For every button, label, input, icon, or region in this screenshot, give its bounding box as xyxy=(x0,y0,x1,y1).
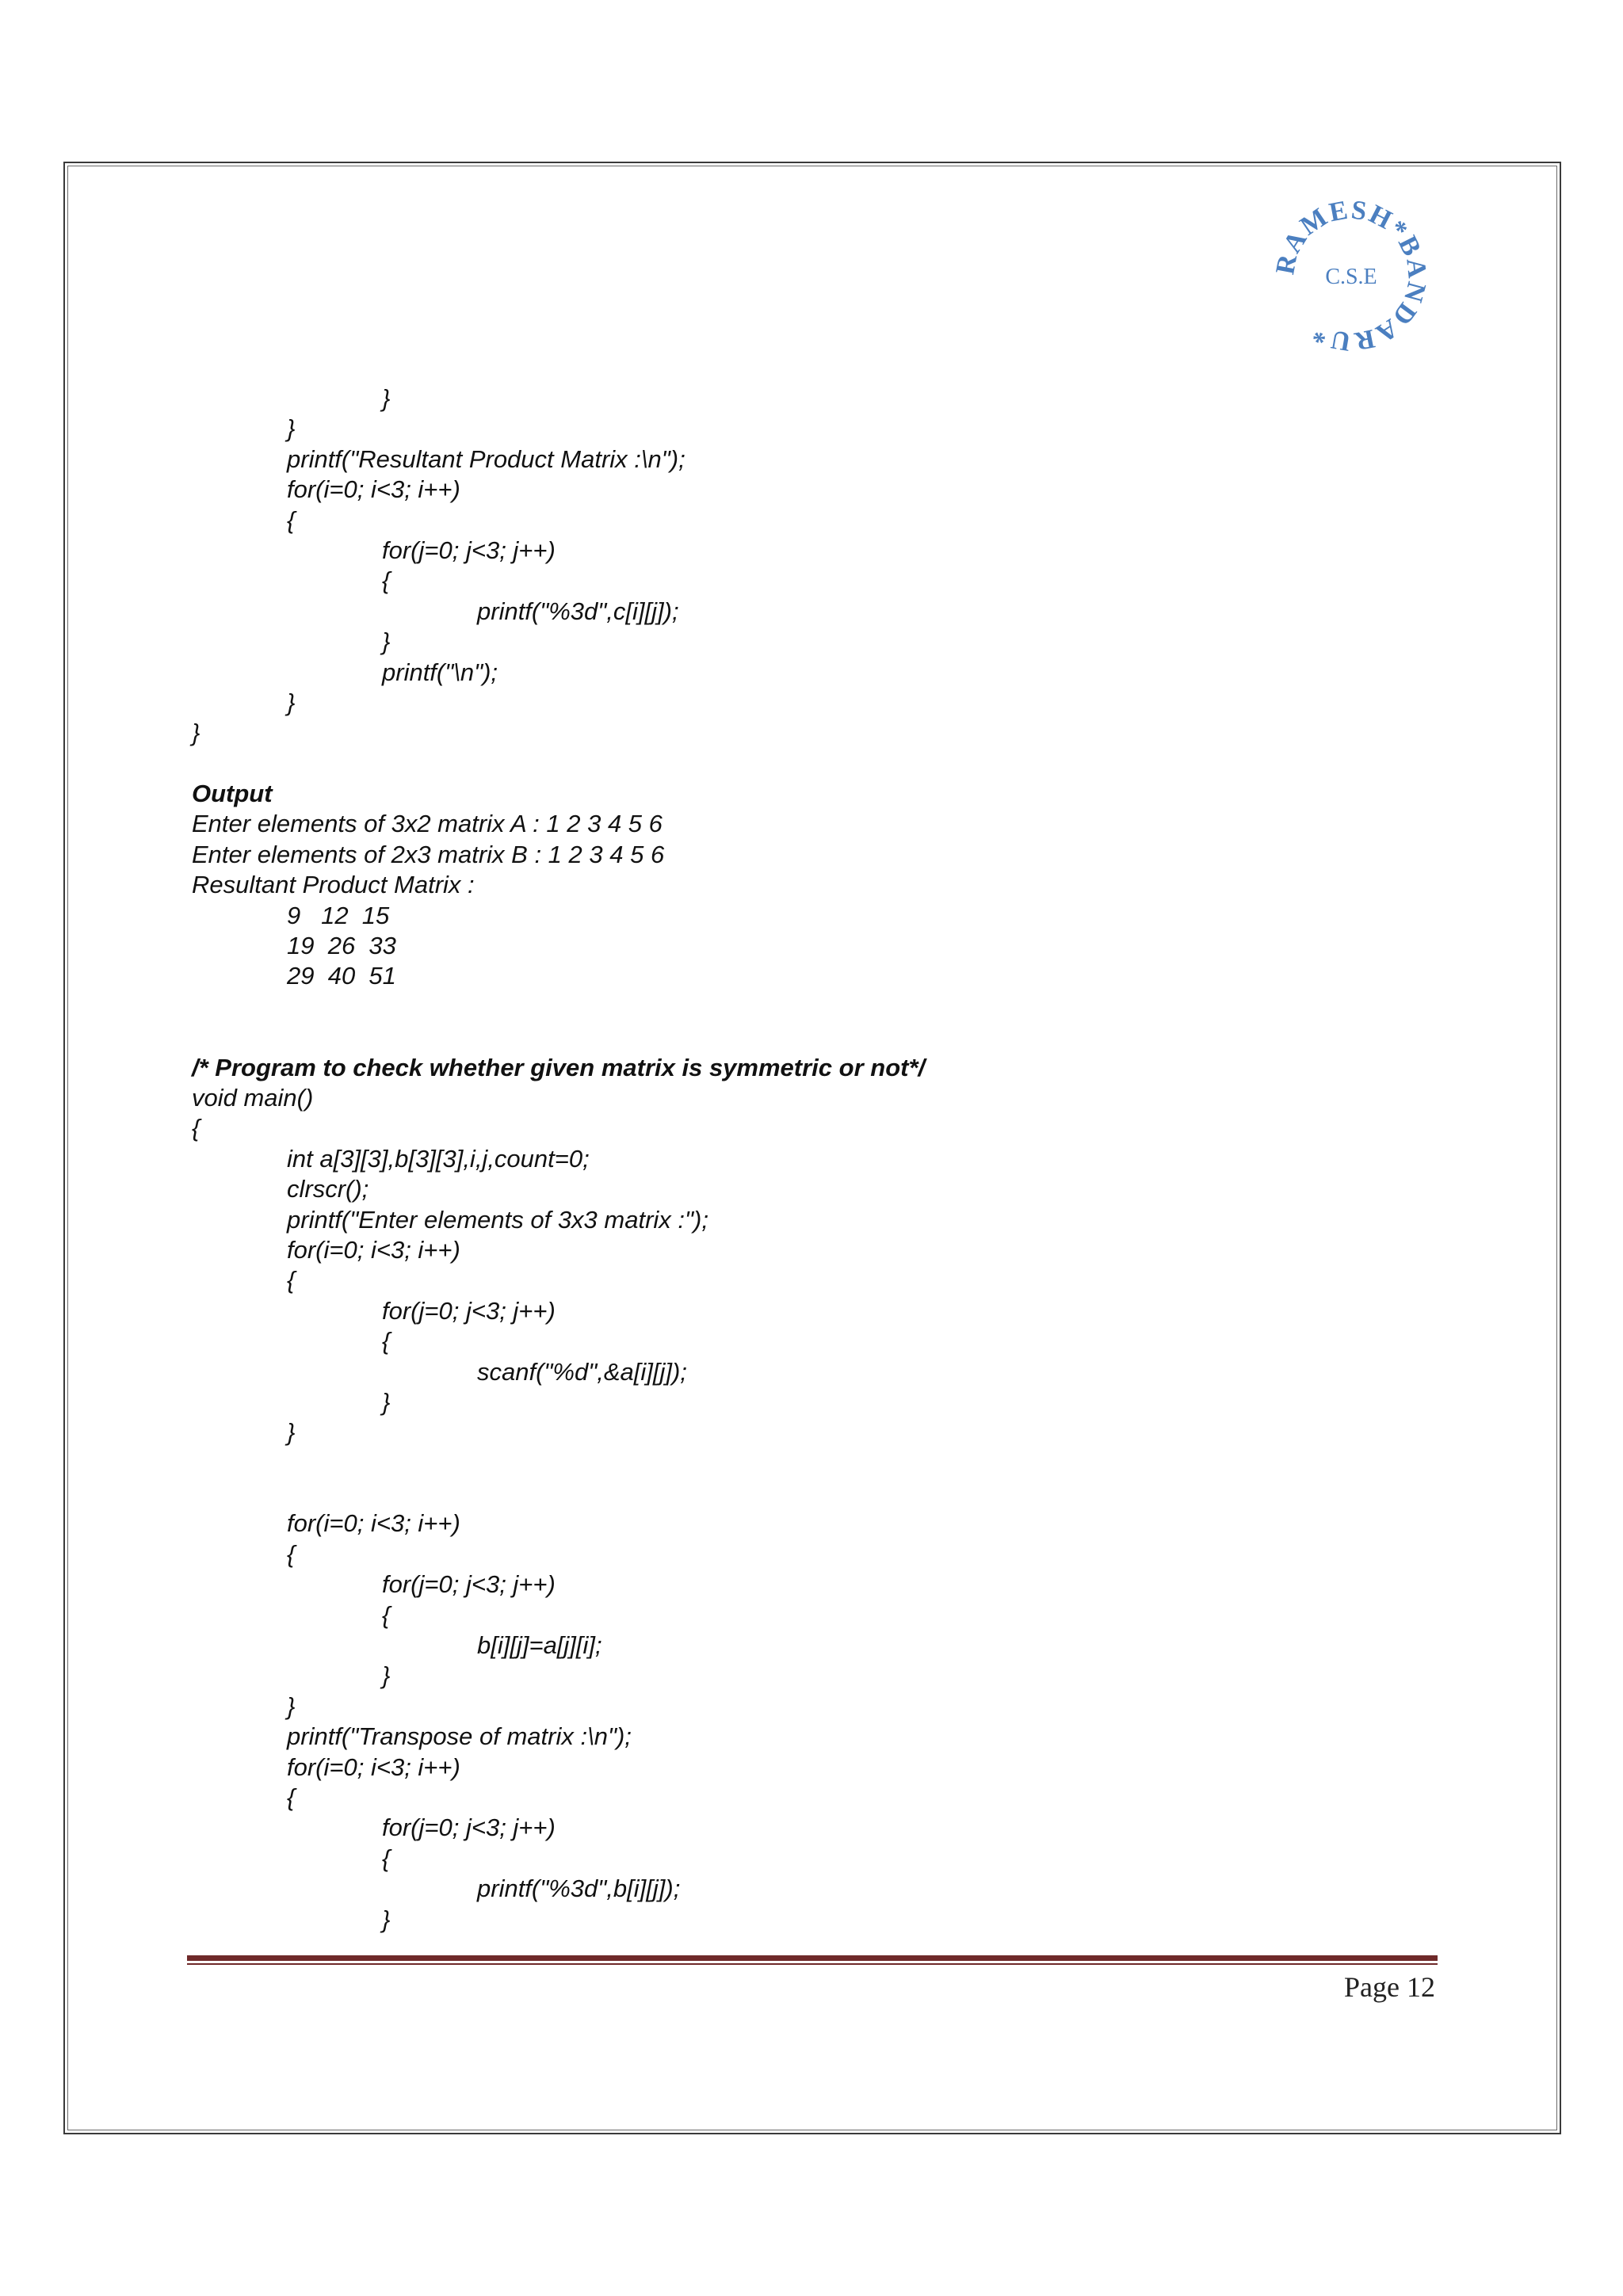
code-line: } xyxy=(382,1661,391,1690)
code-line: } xyxy=(382,1387,391,1416)
output-line: 9 12 15 xyxy=(287,901,390,929)
code-line: } xyxy=(382,627,391,656)
output-line: 19 26 33 xyxy=(287,932,396,960)
code-line: } xyxy=(287,1691,296,1720)
code-line: { xyxy=(382,566,391,595)
code-line: } xyxy=(287,688,296,716)
code-line: for(i=0; i<3; i++) xyxy=(287,475,460,504)
code-line: printf("%3d",c[i][j]); xyxy=(477,597,679,625)
code-line: { xyxy=(192,1114,200,1142)
code-line: scanf("%d",&a[i][j]); xyxy=(477,1357,687,1386)
code-line: { xyxy=(287,1783,296,1811)
output-line: Enter elements of 3x2 matrix A : 1 2 3 4 5 6 xyxy=(192,810,663,838)
output-heading: Output xyxy=(192,780,273,808)
code-block-symmetric-check xyxy=(192,1083,1428,1935)
code-line: printf("Transpose of matrix :\n"); xyxy=(287,1722,632,1751)
code-line xyxy=(192,1478,1428,1508)
code-line: { xyxy=(382,1600,391,1629)
document-body xyxy=(192,383,1428,1935)
code-line: for(j=0; j<3; j++) xyxy=(382,1296,556,1325)
output-line: Resultant Product Matrix : xyxy=(192,871,475,899)
code-line: clrscr(); xyxy=(287,1175,369,1203)
code-line: for(j=0; j<3; j++) xyxy=(382,1814,556,1842)
code-line: int a[3][3],b[3][3],i,j,count=0; xyxy=(287,1144,590,1173)
code-line: for(i=0; i<3; i++) xyxy=(287,1509,460,1538)
code-line: b[i][j]=a[j][i]; xyxy=(477,1631,602,1660)
code-line xyxy=(192,1448,1428,1478)
code-line: for(j=0; j<3; j++) xyxy=(382,536,556,564)
author-seal xyxy=(1260,196,1442,355)
code-line: { xyxy=(287,1539,296,1568)
code-line: } xyxy=(287,1418,296,1447)
code-line: void main() xyxy=(192,1083,314,1112)
footer-rule xyxy=(187,1955,1438,1961)
code-block-matrix-product-end xyxy=(192,383,1428,749)
output-block xyxy=(192,809,1428,991)
code-line: for(j=0; j<3; j++) xyxy=(382,1570,556,1599)
code-line: { xyxy=(287,505,296,534)
code-line: } xyxy=(287,414,296,443)
code-line: { xyxy=(382,1844,391,1872)
program-heading: /* Program to check whether given matrix is symmetric or not*/ xyxy=(192,1053,926,1081)
code-line: } xyxy=(382,384,391,412)
code-line: printf("\n"); xyxy=(382,658,498,686)
code-line: } xyxy=(382,1905,391,1933)
code-line: { xyxy=(382,1327,391,1356)
code-line: for(i=0; i<3; i++) xyxy=(287,1753,460,1781)
output-line: Enter elements of 2x3 matrix B : 1 2 3 4 5 6 xyxy=(192,840,665,868)
seal-ring-text: RAMESH*BANDARU* xyxy=(1270,196,1432,355)
code-line: } xyxy=(192,719,200,747)
code-line: { xyxy=(287,1266,296,1295)
code-line: printf("%3d",b[i][j]); xyxy=(477,1875,681,1903)
footer-rule-thin xyxy=(187,1963,1438,1965)
seal-center-text: C.S.E xyxy=(1325,265,1377,289)
page-number: Page 12 xyxy=(1344,1971,1435,2003)
code-line: printf("Enter elements of 3x3 matrix :"); xyxy=(287,1205,708,1234)
code-line: for(i=0; i<3; i++) xyxy=(287,1235,460,1264)
output-line: 29 40 51 xyxy=(287,962,396,990)
seal-stamp-icon xyxy=(1260,196,1442,355)
code-line: printf("Resultant Product Matrix :\n"); xyxy=(287,444,685,473)
